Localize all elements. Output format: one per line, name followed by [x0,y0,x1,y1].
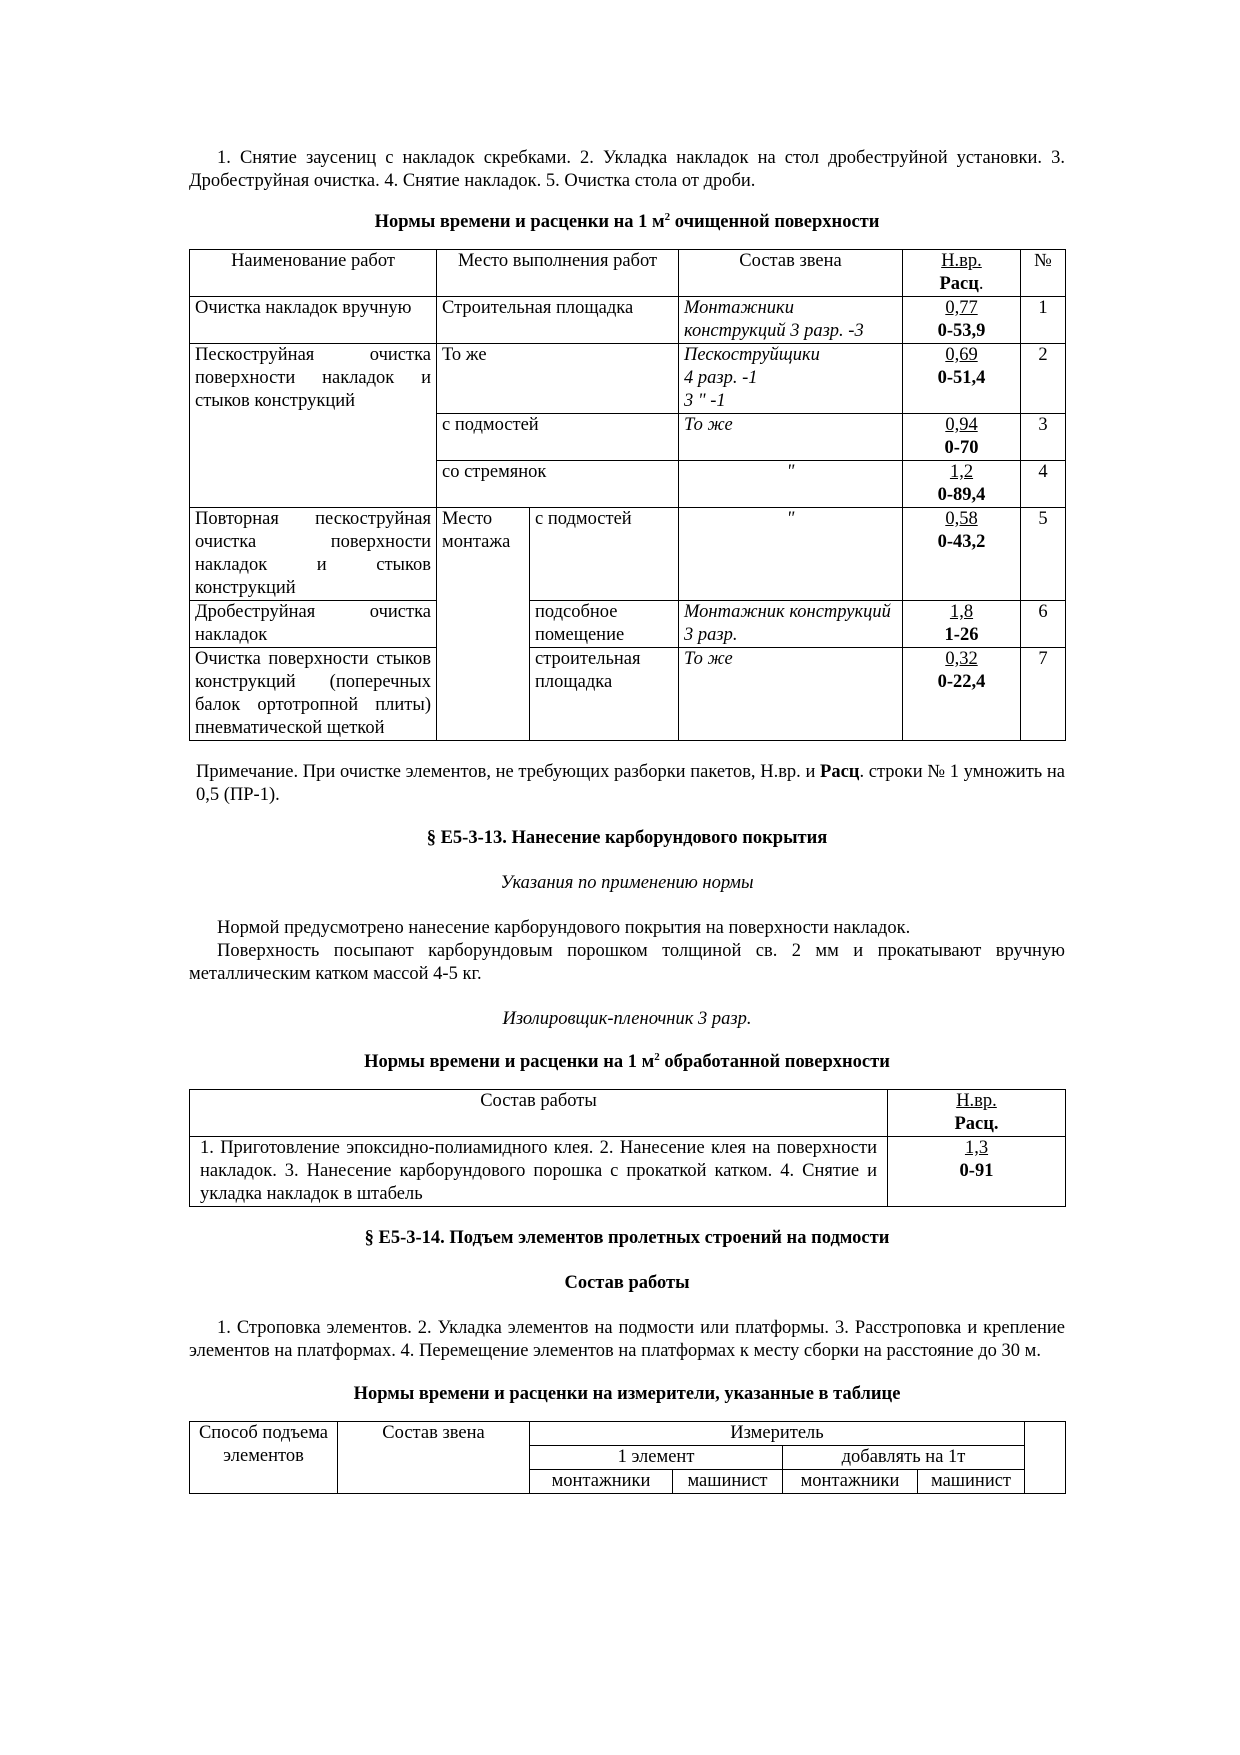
table-header-row: Состав работы Н.вр. Расц. [190,1090,1066,1137]
header-nvr-rasc: Н.вр. Расц. [903,250,1021,297]
table-header-row: монтажники машинист монтажники машинист [190,1470,1066,1494]
table-row: с подмостей То же 0,94 0-70 3 [190,414,1066,461]
note-paragraph: Примечание. При очистке элементов, не требующих разборки пакетов, Н.вр. и Расц. строки № 1 умножить на 0,5 (ПР-1). [196,762,1065,805]
table-header-row: Способ подъема элементов Состав звена Измеритель [190,1422,1066,1446]
section14-title: § Е5-3-14. Подъем элементов пролетных строений на подмости [364,1228,890,1248]
section13-title: § Е5-3-13. Нанесение карборундового покрытия [426,828,828,848]
header-crew: Состав звена [679,250,903,297]
section13-paragraph-1: Нормой предусмотрено нанесение карборундового покрытия на поверхности накладок. [217,918,911,938]
section14-subtitle: Состав работы [564,1273,690,1293]
norms-table-lifting [189,1421,1066,1494]
table-header-row [190,250,1066,297]
section13-paragraph-2: Поверхность посыпают карборундовым порошком толщиной св. 2 мм и прокатывают вручную металлическим катком массой 4-5 кг. [189,941,1065,984]
table-row: Очистка накладок вручную Строительная площадка Монтажники конструкций 3 разр. -3 0,77 0-53,9 1 [190,297,1066,344]
norms-table-cleaning [189,249,1066,741]
table2-title: Нормы времени и расценки на 1 $м^2$ обработанной поверхности [364,1050,890,1072]
table-row: Очистка поверхности стыков конструкций (поперечных балок ортотропной плиты) пневматической щеткой строительная площадка То же 0,32 0-22,4 7 [190,648,1066,741]
norms-table-carborundum [189,1089,1066,1207]
section13-worker: Изолировщик-пленочник 3 разр. [502,1009,752,1029]
section13-subtitle: Указания по применению нормы [500,873,754,893]
table-header-row: 1 элемент добавлять на 1т [190,1446,1066,1470]
table-row: со стремянок " 1,2 0-89,4 4 [190,461,1066,508]
header-name: Наименование работ [190,250,437,297]
header-place: Место выполнения работ [437,250,679,297]
section14-paragraph: 1. Строповка элементов. 2. Укладка элементов на подмости или платформы. 3. Расстроповка и крепление элементов на платформах. 4. Перемещение элементов на платформах к месту сборки на расстояние до 30 м. [189,1318,1065,1361]
table-row: Пескоструйная очистка поверхности накладок и стыков конструкций То же Пескоструйщики 4 разр. -1 3 " -1 0,69 0-51,4 2 [190,344,1066,414]
table-row: Дробеструйная очистка накладок подсобное помещение Монтажник конструкций 3 разр. 1,8 1-26 6 [190,601,1066,648]
document-page [189,147,1065,1494]
header-num: № [1021,250,1066,297]
work-composition-paragraph: 1. Снятие заусениц с накладок скребками. 2. Укладка накладок на стол дробеструйной установки. 3. Дробеструйная очистка. 4. Снятие накладок. 5. Очистка стола от дроби. [189,148,1065,191]
table1-title: Нормы времени и расценки на 1 $м^2$ очищенной поверхности [374,210,880,232]
table3-title: Нормы времени и расценки на измерители, указанные в таблице [353,1384,901,1404]
table-row: 1. Приготовление эпоксидно-полиамидного клея. 2. Нанесение клея на поверхности накладок. 3. Нанесение карборундового порошка с прокаткой катком. 4. Снятие и укладка накладок в штабель 1,3 0-91 [190,1137,1066,1207]
table-row: Повторная пескоструйная очистка поверхности накладок и стыков конструкций Место монтажа с подмостей " 0,58 0-43,2 5 [190,508,1066,601]
